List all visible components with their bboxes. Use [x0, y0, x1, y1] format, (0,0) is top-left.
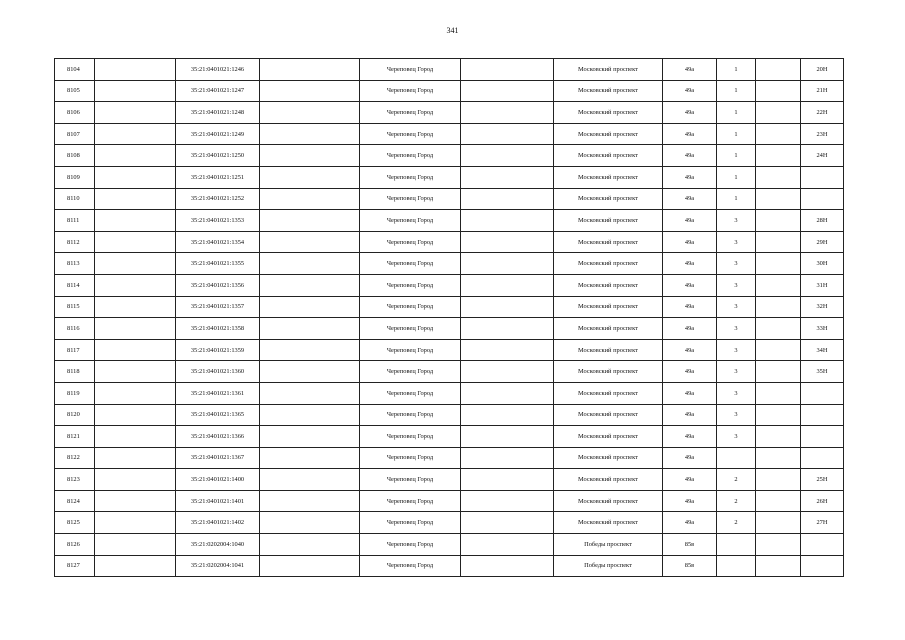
record-number-cell: 8120 — [55, 404, 95, 426]
floor-cell: 1 — [717, 188, 756, 210]
city-cell: Череповец Город — [360, 274, 461, 296]
floor-cell — [717, 534, 756, 556]
floor-cell: 3 — [717, 361, 756, 383]
empty-cell — [461, 253, 554, 275]
empty-cell — [756, 318, 801, 340]
empty-cell — [756, 534, 801, 556]
house-number-cell: 49а — [663, 166, 717, 188]
cadastral-number-cell: 35:21:0401021:1402 — [176, 512, 260, 534]
cadastral-number-cell: 35:21:0401021:1246 — [176, 59, 260, 81]
empty-cell — [756, 145, 801, 167]
table-row — [55, 296, 844, 318]
empty-cell — [260, 426, 360, 448]
table-row — [55, 404, 844, 426]
floor-cell: 3 — [717, 318, 756, 340]
city-cell: Череповец Город — [360, 490, 461, 512]
house-number-cell: 49а — [663, 123, 717, 145]
table-row — [55, 426, 844, 448]
registry-body — [55, 59, 844, 577]
city-cell: Череповец Город — [360, 231, 461, 253]
house-number-cell: 49а — [663, 296, 717, 318]
house-number-cell: 49а — [663, 80, 717, 102]
empty-cell — [461, 382, 554, 404]
street-cell: Московский проспект — [554, 210, 663, 232]
city-cell: Череповец Город — [360, 296, 461, 318]
empty-cell — [756, 361, 801, 383]
floor-cell: 3 — [717, 382, 756, 404]
empty-cell — [461, 361, 554, 383]
house-number-cell: 49а — [663, 102, 717, 124]
house-number-cell: 49а — [663, 404, 717, 426]
floor-cell: 2 — [717, 512, 756, 534]
record-number-cell: 8122 — [55, 447, 95, 469]
empty-cell — [756, 555, 801, 577]
house-number-cell: 49а — [663, 361, 717, 383]
floor-cell: 3 — [717, 426, 756, 448]
empty-cell — [95, 382, 176, 404]
empty-cell — [260, 231, 360, 253]
empty-cell — [260, 296, 360, 318]
street-cell: Московский проспект — [554, 166, 663, 188]
street-cell: Московский проспект — [554, 123, 663, 145]
record-number-cell: 8118 — [55, 361, 95, 383]
empty-cell — [461, 296, 554, 318]
house-number-cell: 49а — [663, 210, 717, 232]
house-number-cell: 49а — [663, 59, 717, 81]
premise-number-cell: 22Н — [801, 102, 844, 124]
table-row — [55, 253, 844, 275]
house-number-cell: 49а — [663, 469, 717, 491]
city-cell: Череповец Город — [360, 253, 461, 275]
empty-cell — [260, 404, 360, 426]
empty-cell — [260, 274, 360, 296]
premise-number-cell — [801, 188, 844, 210]
empty-cell — [95, 534, 176, 556]
record-number-cell: 8121 — [55, 426, 95, 448]
empty-cell — [95, 210, 176, 232]
house-number-cell: 49а — [663, 339, 717, 361]
cadastral-number-cell: 35:21:0401021:1359 — [176, 339, 260, 361]
empty-cell — [260, 382, 360, 404]
cadastral-number-cell: 35:21:0401021:1353 — [176, 210, 260, 232]
record-number-cell: 8106 — [55, 102, 95, 124]
house-number-cell: 49а — [663, 512, 717, 534]
empty-cell — [461, 166, 554, 188]
record-number-cell: 8105 — [55, 80, 95, 102]
empty-cell — [756, 80, 801, 102]
cadastral-number-cell: 35:21:0401021:1354 — [176, 231, 260, 253]
empty-cell — [95, 253, 176, 275]
city-cell: Череповец Город — [360, 404, 461, 426]
floor-cell: 1 — [717, 102, 756, 124]
city-cell: Череповец Город — [360, 318, 461, 340]
premise-number-cell: 35Н — [801, 361, 844, 383]
house-number-cell: 85в — [663, 555, 717, 577]
premise-number-cell: 21Н — [801, 80, 844, 102]
empty-cell — [461, 274, 554, 296]
table-row — [55, 188, 844, 210]
street-cell: Московский проспект — [554, 404, 663, 426]
city-cell: Череповец Город — [360, 166, 461, 188]
floor-cell: 3 — [717, 339, 756, 361]
premise-number-cell: 33Н — [801, 318, 844, 340]
empty-cell — [260, 145, 360, 167]
empty-cell — [461, 145, 554, 167]
street-cell: Московский проспект — [554, 339, 663, 361]
empty-cell — [461, 102, 554, 124]
city-cell: Череповец Город — [360, 145, 461, 167]
record-number-cell: 8114 — [55, 274, 95, 296]
record-number-cell: 8116 — [55, 318, 95, 340]
table-row — [55, 59, 844, 81]
premise-number-cell: 32Н — [801, 296, 844, 318]
premise-number-cell: 24Н — [801, 145, 844, 167]
street-cell: Московский проспект — [554, 512, 663, 534]
street-cell: Московский проспект — [554, 490, 663, 512]
empty-cell — [95, 102, 176, 124]
cadastral-number-cell: 35:21:0401021:1252 — [176, 188, 260, 210]
empty-cell — [756, 382, 801, 404]
empty-cell — [756, 231, 801, 253]
city-cell: Череповец Город — [360, 210, 461, 232]
table-row — [55, 318, 844, 340]
empty-cell — [95, 490, 176, 512]
empty-cell — [461, 534, 554, 556]
table-row — [55, 231, 844, 253]
record-number-cell: 8123 — [55, 469, 95, 491]
empty-cell — [260, 210, 360, 232]
floor-cell — [717, 447, 756, 469]
city-cell: Череповец Город — [360, 447, 461, 469]
empty-cell — [756, 296, 801, 318]
cadastral-number-cell: 35:21:0401021:1250 — [176, 145, 260, 167]
record-number-cell: 8104 — [55, 59, 95, 81]
city-cell: Череповец Город — [360, 102, 461, 124]
premise-number-cell — [801, 404, 844, 426]
empty-cell — [260, 469, 360, 491]
city-cell: Череповец Город — [360, 188, 461, 210]
table-row — [55, 339, 844, 361]
empty-cell — [260, 339, 360, 361]
cadastral-number-cell: 35:21:0401021:1357 — [176, 296, 260, 318]
empty-cell — [756, 123, 801, 145]
empty-cell — [756, 253, 801, 275]
cadastral-number-cell: 35:21:0401021:1356 — [176, 274, 260, 296]
premise-number-cell: 23Н — [801, 123, 844, 145]
record-number-cell: 8127 — [55, 555, 95, 577]
street-cell: Московский проспект — [554, 274, 663, 296]
table-row — [55, 145, 844, 167]
house-number-cell: 49а — [663, 426, 717, 448]
empty-cell — [461, 231, 554, 253]
city-cell: Череповец Город — [360, 382, 461, 404]
empty-cell — [461, 339, 554, 361]
empty-cell — [756, 274, 801, 296]
empty-cell — [95, 447, 176, 469]
city-cell: Череповец Город — [360, 534, 461, 556]
house-number-cell: 49а — [663, 231, 717, 253]
empty-cell — [95, 80, 176, 102]
record-number-cell: 8125 — [55, 512, 95, 534]
city-cell: Череповец Город — [360, 123, 461, 145]
empty-cell — [95, 339, 176, 361]
cadastral-number-cell: 35:21:0401021:1400 — [176, 469, 260, 491]
record-number-cell: 8124 — [55, 490, 95, 512]
empty-cell — [756, 490, 801, 512]
premise-number-cell: 20Н — [801, 59, 844, 81]
empty-cell — [95, 188, 176, 210]
floor-cell: 1 — [717, 145, 756, 167]
property-registry-table — [54, 58, 844, 577]
premise-number-cell — [801, 534, 844, 556]
empty-cell — [461, 404, 554, 426]
floor-cell: 3 — [717, 210, 756, 232]
empty-cell — [95, 512, 176, 534]
premise-number-cell: 31Н — [801, 274, 844, 296]
table-row — [55, 274, 844, 296]
cadastral-number-cell: 35:21:0401021:1366 — [176, 426, 260, 448]
street-cell: Московский проспект — [554, 231, 663, 253]
premise-number-cell: 25Н — [801, 469, 844, 491]
floor-cell: 3 — [717, 274, 756, 296]
premise-number-cell — [801, 447, 844, 469]
premise-number-cell — [801, 166, 844, 188]
street-cell: Московский проспект — [554, 296, 663, 318]
empty-cell — [461, 318, 554, 340]
street-cell: Московский проспект — [554, 59, 663, 81]
empty-cell — [756, 188, 801, 210]
table-row — [55, 512, 844, 534]
record-number-cell: 8108 — [55, 145, 95, 167]
premise-number-cell: 27Н — [801, 512, 844, 534]
city-cell: Череповец Город — [360, 361, 461, 383]
empty-cell — [756, 59, 801, 81]
premise-number-cell: 34Н — [801, 339, 844, 361]
empty-cell — [756, 426, 801, 448]
cadastral-number-cell: 35:21:0401021:1367 — [176, 447, 260, 469]
empty-cell — [461, 426, 554, 448]
empty-cell — [461, 188, 554, 210]
cadastral-number-cell: 35:21:0401021:1248 — [176, 102, 260, 124]
cadastral-number-cell: 35:21:0202004:1041 — [176, 555, 260, 577]
premise-number-cell — [801, 555, 844, 577]
empty-cell — [95, 59, 176, 81]
empty-cell — [461, 80, 554, 102]
city-cell: Череповец Город — [360, 59, 461, 81]
cadastral-number-cell: 35:21:0401021:1361 — [176, 382, 260, 404]
table-row — [55, 447, 844, 469]
floor-cell: 2 — [717, 490, 756, 512]
empty-cell — [260, 166, 360, 188]
premise-number-cell: 29Н — [801, 231, 844, 253]
floor-cell: 1 — [717, 166, 756, 188]
record-number-cell: 8110 — [55, 188, 95, 210]
street-cell: Московский проспект — [554, 382, 663, 404]
floor-cell: 1 — [717, 123, 756, 145]
empty-cell — [461, 555, 554, 577]
empty-cell — [260, 102, 360, 124]
cadastral-number-cell: 35:21:0401021:1247 — [176, 80, 260, 102]
floor-cell: 1 — [717, 59, 756, 81]
table-row — [55, 123, 844, 145]
empty-cell — [260, 80, 360, 102]
empty-cell — [260, 253, 360, 275]
empty-cell — [461, 59, 554, 81]
empty-cell — [260, 361, 360, 383]
premise-number-cell — [801, 426, 844, 448]
record-number-cell: 8112 — [55, 231, 95, 253]
table-row — [55, 210, 844, 232]
house-number-cell: 49а — [663, 490, 717, 512]
empty-cell — [95, 123, 176, 145]
empty-cell — [756, 102, 801, 124]
street-cell: Московский проспект — [554, 253, 663, 275]
cadastral-number-cell: 35:21:0401021:1251 — [176, 166, 260, 188]
table-row — [55, 382, 844, 404]
empty-cell — [95, 145, 176, 167]
floor-cell: 3 — [717, 296, 756, 318]
house-number-cell: 49а — [663, 318, 717, 340]
house-number-cell: 49а — [663, 382, 717, 404]
table-row — [55, 166, 844, 188]
floor-cell: 3 — [717, 404, 756, 426]
empty-cell — [95, 361, 176, 383]
empty-cell — [260, 188, 360, 210]
table-row — [55, 469, 844, 491]
record-number-cell: 8113 — [55, 253, 95, 275]
empty-cell — [95, 426, 176, 448]
city-cell: Череповец Город — [360, 469, 461, 491]
cadastral-number-cell: 35:21:0202004:1040 — [176, 534, 260, 556]
record-number-cell: 8119 — [55, 382, 95, 404]
house-number-cell: 85в — [663, 534, 717, 556]
empty-cell — [461, 123, 554, 145]
house-number-cell: 49а — [663, 447, 717, 469]
premise-number-cell: 26Н — [801, 490, 844, 512]
city-cell: Череповец Город — [360, 426, 461, 448]
street-cell: Московский проспект — [554, 145, 663, 167]
record-number-cell: 8111 — [55, 210, 95, 232]
street-cell: Московский проспект — [554, 426, 663, 448]
table-row — [55, 555, 844, 577]
street-cell: Московский проспект — [554, 361, 663, 383]
street-cell: Победы проспект — [554, 534, 663, 556]
street-cell: Московский проспект — [554, 188, 663, 210]
house-number-cell: 49а — [663, 188, 717, 210]
floor-cell — [717, 555, 756, 577]
cadastral-number-cell: 35:21:0401021:1401 — [176, 490, 260, 512]
street-cell: Московский проспект — [554, 102, 663, 124]
empty-cell — [756, 512, 801, 534]
empty-cell — [260, 490, 360, 512]
empty-cell — [95, 318, 176, 340]
empty-cell — [260, 447, 360, 469]
empty-cell — [461, 469, 554, 491]
street-cell: Московский проспект — [554, 447, 663, 469]
empty-cell — [95, 469, 176, 491]
empty-cell — [260, 534, 360, 556]
street-cell: Московский проспект — [554, 318, 663, 340]
empty-cell — [95, 555, 176, 577]
cadastral-number-cell: 35:21:0401021:1355 — [176, 253, 260, 275]
cadastral-number-cell: 35:21:0401021:1365 — [176, 404, 260, 426]
house-number-cell: 49а — [663, 253, 717, 275]
record-number-cell: 8117 — [55, 339, 95, 361]
empty-cell — [260, 512, 360, 534]
table-row — [55, 534, 844, 556]
empty-cell — [260, 555, 360, 577]
empty-cell — [756, 210, 801, 232]
empty-cell — [95, 274, 176, 296]
floor-cell: 2 — [717, 469, 756, 491]
city-cell: Череповец Город — [360, 80, 461, 102]
table-row — [55, 490, 844, 512]
empty-cell — [95, 404, 176, 426]
record-number-cell: 8109 — [55, 166, 95, 188]
empty-cell — [756, 404, 801, 426]
city-cell: Череповец Город — [360, 555, 461, 577]
street-cell: Московский проспект — [554, 80, 663, 102]
empty-cell — [260, 318, 360, 340]
cadastral-number-cell: 35:21:0401021:1249 — [176, 123, 260, 145]
street-cell: Московский проспект — [554, 469, 663, 491]
table-row — [55, 80, 844, 102]
house-number-cell: 49а — [663, 145, 717, 167]
empty-cell — [461, 210, 554, 232]
empty-cell — [756, 469, 801, 491]
floor-cell: 3 — [717, 253, 756, 275]
empty-cell — [95, 231, 176, 253]
table-row — [55, 361, 844, 383]
cadastral-number-cell: 35:21:0401021:1358 — [176, 318, 260, 340]
premise-number-cell: 28Н — [801, 210, 844, 232]
empty-cell — [95, 166, 176, 188]
floor-cell: 3 — [717, 231, 756, 253]
empty-cell — [461, 447, 554, 469]
cadastral-number-cell: 35:21:0401021:1360 — [176, 361, 260, 383]
empty-cell — [461, 512, 554, 534]
city-cell: Череповец Город — [360, 512, 461, 534]
empty-cell — [461, 490, 554, 512]
premise-number-cell — [801, 382, 844, 404]
city-cell: Череповец Город — [360, 339, 461, 361]
record-number-cell: 8126 — [55, 534, 95, 556]
premise-number-cell: 30Н — [801, 253, 844, 275]
empty-cell — [260, 59, 360, 81]
empty-cell — [756, 339, 801, 361]
table-row — [55, 102, 844, 124]
street-cell: Победы проспект — [554, 555, 663, 577]
empty-cell — [756, 166, 801, 188]
empty-cell — [95, 296, 176, 318]
record-number-cell: 8107 — [55, 123, 95, 145]
record-number-cell: 8115 — [55, 296, 95, 318]
floor-cell: 1 — [717, 80, 756, 102]
empty-cell — [260, 123, 360, 145]
page-number: 341 — [446, 26, 459, 35]
house-number-cell: 49а — [663, 274, 717, 296]
empty-cell — [756, 447, 801, 469]
